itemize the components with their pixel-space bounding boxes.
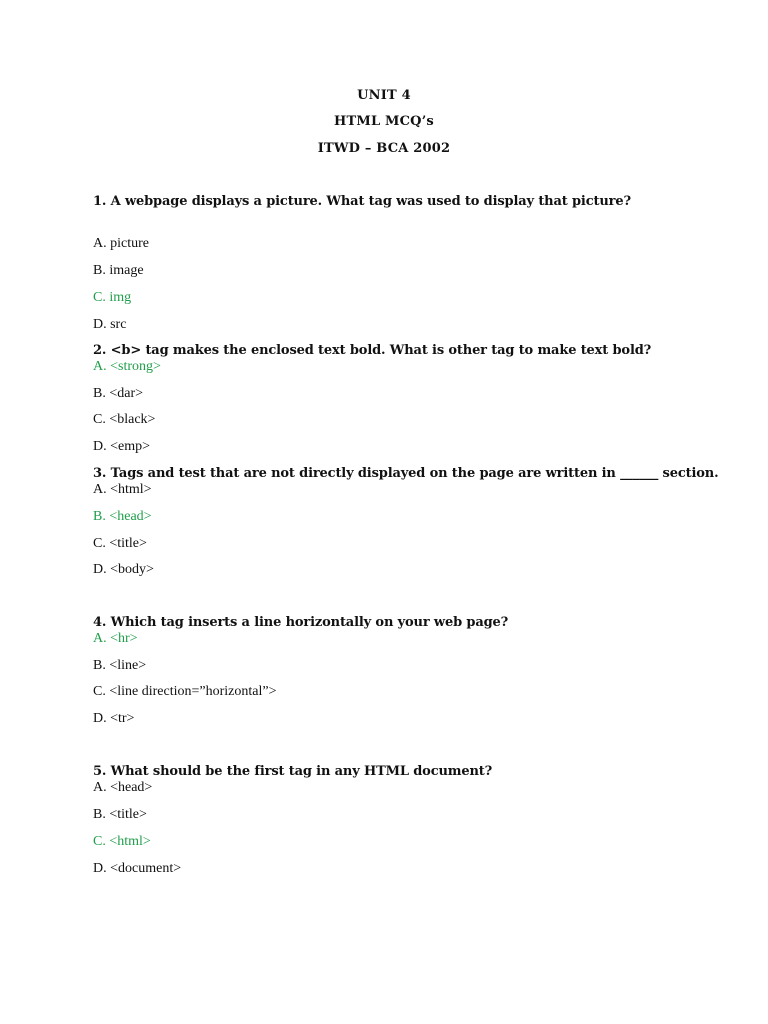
question-2-option-a-correct: A. <strong> <box>93 359 161 374</box>
unit-heading: UNIT 4 <box>357 88 411 103</box>
question-1-option-d: D. src <box>93 317 127 332</box>
question-3: 3. Tags and test that are not directly displayed on the page are written in ______ section. <box>93 466 719 481</box>
question-5-option-d: D. <document> <box>93 861 182 876</box>
question-5-option-b: B. <title> <box>93 807 147 822</box>
question-3-option-d: D. <body> <box>93 562 154 577</box>
question-5-option-c-correct: C. <html> <box>93 834 151 849</box>
question-1-option-b: B. image <box>93 263 144 278</box>
question-4-option-c: C. <line direction=”horizontal”> <box>93 684 277 699</box>
question-1-option-a: A. picture <box>93 236 149 251</box>
question-2-option-c: C. <black> <box>93 412 156 427</box>
question-5-option-a: A. <head> <box>93 780 153 795</box>
question-1-option-c-correct: C. img <box>93 290 132 305</box>
question-2-option-d: D. <emp> <box>93 439 151 454</box>
question-3-option-a: A. <html> <box>93 482 152 497</box>
question-4-option-a-correct: A. <hr> <box>93 631 138 646</box>
question-2: 2. <b> tag makes the enclosed text bold. What is other tag to make text bold? <box>93 343 652 358</box>
question-3-option-c: C. <title> <box>93 536 147 551</box>
question-1: 1. A webpage displays a picture. What tag was used to display that picture? <box>93 194 631 209</box>
question-5: 5. What should be the first tag in any HTML document? <box>93 764 493 779</box>
question-2-option-b: B. <dar> <box>93 386 144 401</box>
subject-heading: HTML MCQ’s <box>334 114 434 129</box>
question-4: 4. Which tag inserts a line horizontally on your web page? <box>93 615 509 630</box>
question-4-option-b: B. <line> <box>93 658 147 673</box>
question-4-option-d: D. <tr> <box>93 711 135 726</box>
course-heading: ITWD – BCA 2002 <box>317 141 451 156</box>
question-3-option-b-correct: B. <head> <box>93 509 152 524</box>
